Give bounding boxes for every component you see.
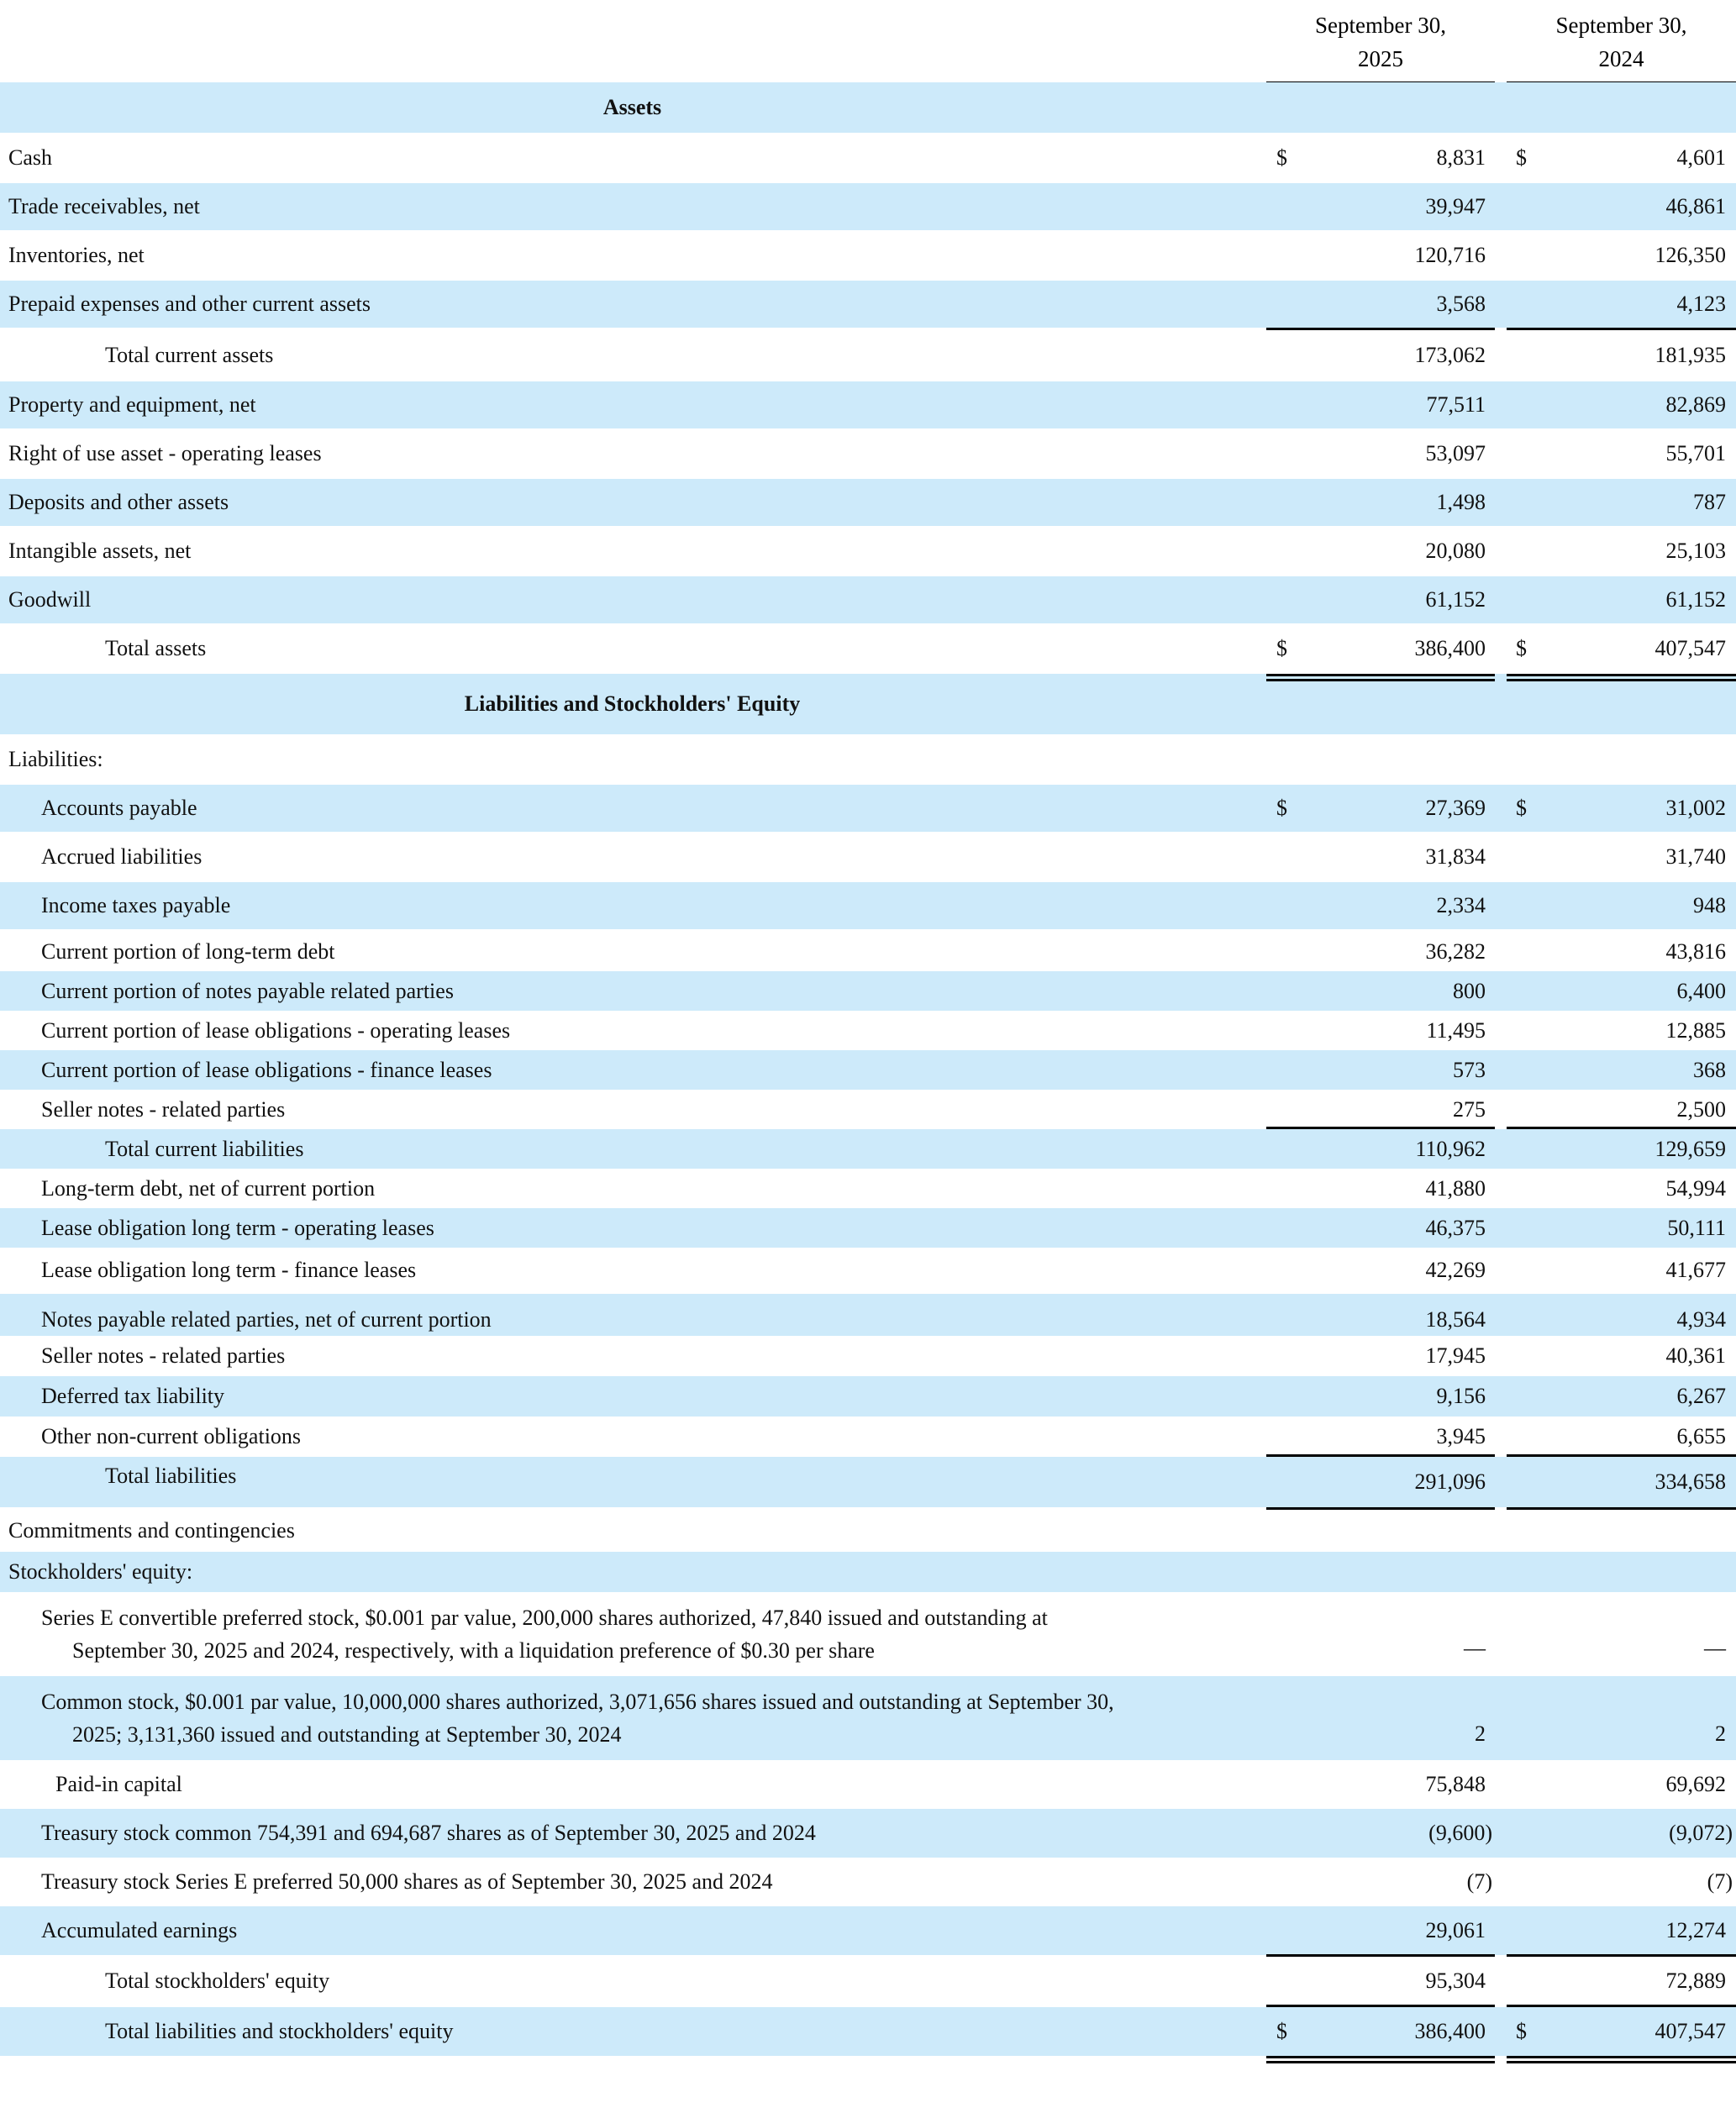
value-2025: 275 [1453,1096,1486,1122]
value-2025: 8,831 [1436,145,1486,170]
row-label: Right of use asset - operating leases [8,441,322,465]
row-treasury-common [0,1809,1736,1858]
value-2024: 69,692 [1665,1772,1726,1796]
row-label: Seller notes - related parties [41,1096,286,1122]
value-2024: — [1704,1636,1726,1660]
row-liabilities-heading [0,736,1736,783]
row-intangibles [0,528,1736,575]
currency-symbol: $ [1276,636,1287,660]
row-label [41,1676,1114,1760]
subtotal-rule [1266,328,1495,330]
row-deferred-tax [0,1376,1736,1417]
total-double-rule [1266,2056,1495,2063]
value-2024: 129,659 [1654,1136,1726,1161]
row-label: Total current liabilities [105,1136,304,1161]
row-total-current-assets [0,331,1736,380]
value-2024: 126,350 [1654,243,1726,267]
value-2024: 407,547 [1654,636,1726,660]
row-label: Long-term debt, net of current portion [41,1175,376,1201]
value-2025: 2 [1475,1721,1486,1746]
row-other-noncurrent [0,1417,1736,1457]
row-treasury-preferred [0,1858,1736,1906]
row-label: Deferred tax liability [41,1384,225,1408]
value-2025: 31,834 [1425,844,1486,869]
value-2025: 39,947 [1425,194,1486,218]
value-2025: 95,304 [1425,1968,1486,1993]
value-2025: 11,495 [1426,1017,1486,1043]
row-rou-asset [0,430,1736,477]
value-2024: 2 [1715,1721,1726,1746]
section-header-assets [0,82,1736,133]
value-2025: 800 [1453,978,1486,1003]
row-label [41,1592,1048,1676]
value-2025: 75,848 [1425,1772,1486,1796]
row-label: Current portion of notes payable related parties [41,978,454,1003]
value-2024: 40,361 [1665,1343,1726,1368]
value-2024: 948 [1693,893,1726,917]
value-2025: 173,062 [1414,343,1486,367]
row-inventories [0,232,1736,279]
value-2024: 72,889 [1665,1968,1726,1993]
currency-symbol: $ [1516,2019,1527,2043]
value-2025: 386,400 [1414,2019,1486,2043]
total-double-rule [1507,674,1736,681]
total-double-rule [1266,674,1495,681]
value-2025: (9,600) [1428,1821,1492,1845]
currency-symbol: $ [1516,145,1527,170]
row-label: Stockholders' equity: [8,1559,193,1584]
currency-symbol: $ [1276,2019,1287,2043]
value-2024: 46,861 [1665,194,1726,218]
row-label: Seller notes - related parties [41,1343,286,1368]
row-label-line1: Series E convertible preferred stock, $0.001 par value, 200,000 shares authorized, 47,840 issued and outstanding at [41,1606,1048,1630]
row-total-assets [0,625,1736,672]
value-2024: 12,274 [1665,1918,1726,1942]
row-accumulated-earnings [0,1906,1736,1955]
column-header-line2: 2024 [1598,46,1644,71]
value-2024: 55,701 [1665,441,1726,465]
row-cash [0,134,1736,181]
row-total-liabilities-equity [0,2007,1736,2056]
value-2025: 42,269 [1425,1258,1486,1282]
row-current-lease-operating [0,1011,1736,1050]
column-header-line1: September 30, [1315,13,1446,38]
row-total-liabilities [0,1457,1736,1507]
value-2024: 61,152 [1665,587,1726,612]
value-2025: 53,097 [1425,441,1486,465]
value-2024: 4,123 [1676,292,1726,316]
value-2025: 36,282 [1425,939,1486,964]
row-goodwill [0,576,1736,623]
value-2024: 334,658 [1654,1469,1726,1494]
row-total-equity [0,1957,1736,2005]
row-accrued [0,833,1736,880]
value-2024: 31,002 [1665,796,1726,820]
value-2024: 787 [1693,490,1726,514]
row-trade-receivables [0,183,1736,230]
value-2024: (7) [1707,1869,1733,1894]
value-2024: 43,816 [1665,939,1726,964]
row-current-lease-finance [0,1050,1736,1090]
row-label: Goodwill [8,587,92,612]
value-2025: 120,716 [1414,243,1486,267]
row-series-e-preferred [0,1592,1736,1676]
value-2024: 6,400 [1676,978,1726,1003]
value-2025: 18,564 [1425,1307,1486,1332]
value-2025: (7) [1466,1869,1492,1894]
row-total-current-liabilities [0,1129,1736,1169]
value-2024: 50,111 [1667,1215,1726,1240]
section-header-liabilities-equity [0,674,1736,734]
row-long-term-debt [0,1169,1736,1208]
value-2025: 3,945 [1436,1424,1486,1448]
row-label: Current portion of long-term debt [41,939,335,964]
row-lease-lt-finance [0,1248,1736,1294]
row-lease-lt-operating [0,1208,1736,1248]
value-2024: 6,655 [1676,1424,1726,1448]
value-2025: 2,334 [1436,893,1486,917]
row-label-line1: Common stock, $0.001 par value, 10,000,000 shares authorized, 3,071,656 shares issued and outstanding at September 30, [41,1690,1114,1714]
value-2024: 41,677 [1665,1258,1726,1282]
row-paid-in-capital [0,1760,1736,1809]
value-2025: 77,511 [1426,392,1486,417]
row-label: Total current assets [105,343,274,367]
value-2024: 54,994 [1665,1175,1726,1201]
row-label: Deposits and other assets [8,490,229,514]
value-2024: 82,869 [1665,392,1726,417]
currency-symbol: $ [1276,796,1287,820]
row-label: Current portion of lease obligations - finance leases [41,1057,492,1082]
value-2024: 6,267 [1676,1384,1726,1408]
row-label: Inventories, net [8,243,145,267]
value-2025: 20,080 [1425,539,1486,563]
subtotal-rule [1507,328,1736,330]
row-label-line2: 2025; 3,131,360 issued and outstanding at September 30, 2024 [72,1722,622,1747]
section-title: Liabilities and Stockholders' Equity [464,691,801,716]
value-2024: 4,601 [1676,145,1726,170]
value-2025: 61,152 [1425,587,1486,612]
row-label: Accounts payable [41,796,197,820]
row-common-stock [0,1676,1736,1760]
currency-symbol: $ [1276,145,1287,170]
value-2025: 291,096 [1414,1469,1486,1494]
column-header-2025 [1266,8,1495,76]
row-label: Intangible assets, net [8,539,192,563]
currency-symbol: $ [1516,636,1527,660]
value-2025: 573 [1453,1057,1486,1082]
row-label: Treasury stock Series E preferred 50,000 shares as of September 30, 2025 and 2024 [41,1869,773,1894]
value-2024: 4,934 [1676,1307,1726,1332]
value-2025: 386,400 [1414,636,1486,660]
value-2025: 110,962 [1415,1136,1486,1161]
row-label: Paid-in capital [55,1772,182,1796]
value-2025: 17,945 [1425,1343,1486,1368]
row-label: Accumulated earnings [41,1918,238,1942]
value-2024: 2,500 [1676,1096,1726,1122]
row-label: Trade receivables, net [8,194,200,218]
value-2024: 181,935 [1654,343,1726,367]
value-2025: 1,498 [1436,490,1486,514]
row-commitments [0,1510,1736,1552]
value-2024: 25,103 [1665,539,1726,563]
row-label: Property and equipment, net [8,392,256,417]
row-label: Treasury stock common 754,391 and 694,687 shares as of September 30, 2025 and 2024 [41,1821,816,1845]
section-title: Assets [602,95,662,119]
row-accounts-payable [0,785,1736,832]
value-2025: 41,880 [1425,1175,1486,1201]
row-label: Cash [8,145,52,170]
value-2025: 46,375 [1425,1215,1486,1240]
row-label: Accrued liabilities [41,844,203,869]
row-seller-notes-lt [0,1336,1736,1376]
row-property [0,381,1736,428]
row-label: Total stockholders' equity [105,1968,330,1993]
total-double-rule [1507,2056,1736,2063]
value-2024: 12,885 [1665,1017,1726,1043]
value-2025: 29,061 [1425,1918,1486,1942]
row-income-taxes [0,882,1736,929]
row-current-ltd [0,933,1736,971]
row-prepaid [0,281,1736,328]
row-label: Total assets [105,636,207,660]
row-label: Income taxes payable [41,893,231,917]
value-2025: 3,568 [1436,292,1486,316]
value-2025: — [1464,1636,1486,1660]
row-label: Lease obligation long term - operating leases [41,1215,434,1240]
value-2024: (9,072) [1669,1821,1733,1845]
row-label: Current portion of lease obligations - operating leases [41,1017,511,1043]
value-2025: 27,369 [1425,796,1486,820]
row-equity-heading [0,1552,1736,1592]
row-current-notes-related [0,971,1736,1011]
row-label: Notes payable related parties, net of current portion [41,1307,492,1332]
row-label: Total liabilities [105,1464,237,1488]
row-label: Liabilities: [8,747,103,771]
row-notes-related-lt [0,1294,1736,1336]
column-header-line2: 2025 [1358,46,1403,71]
column-header-line1: September 30, [1555,13,1687,38]
currency-symbol: $ [1516,796,1527,820]
column-header-2024 [1507,8,1736,76]
row-seller-notes-current [0,1090,1736,1129]
value-2025: 9,156 [1436,1384,1486,1408]
value-2024: 407,547 [1654,2019,1726,2043]
row-label: Prepaid expenses and other current assets [8,292,371,316]
row-label-line2: September 30, 2025 and 2024, respectively, with a liquidation preference of $0.30 per share [72,1638,875,1663]
row-label: Lease obligation long term - finance leases [41,1258,417,1282]
row-label: Commitments and contingencies [8,1518,295,1543]
value-2024: 31,740 [1665,844,1726,869]
row-label: Total liabilities and stockholders' equity [105,2019,454,2043]
row-label: Other non-current obligations [41,1424,302,1448]
row-deposits [0,479,1736,526]
value-2024: 368 [1693,1057,1726,1082]
